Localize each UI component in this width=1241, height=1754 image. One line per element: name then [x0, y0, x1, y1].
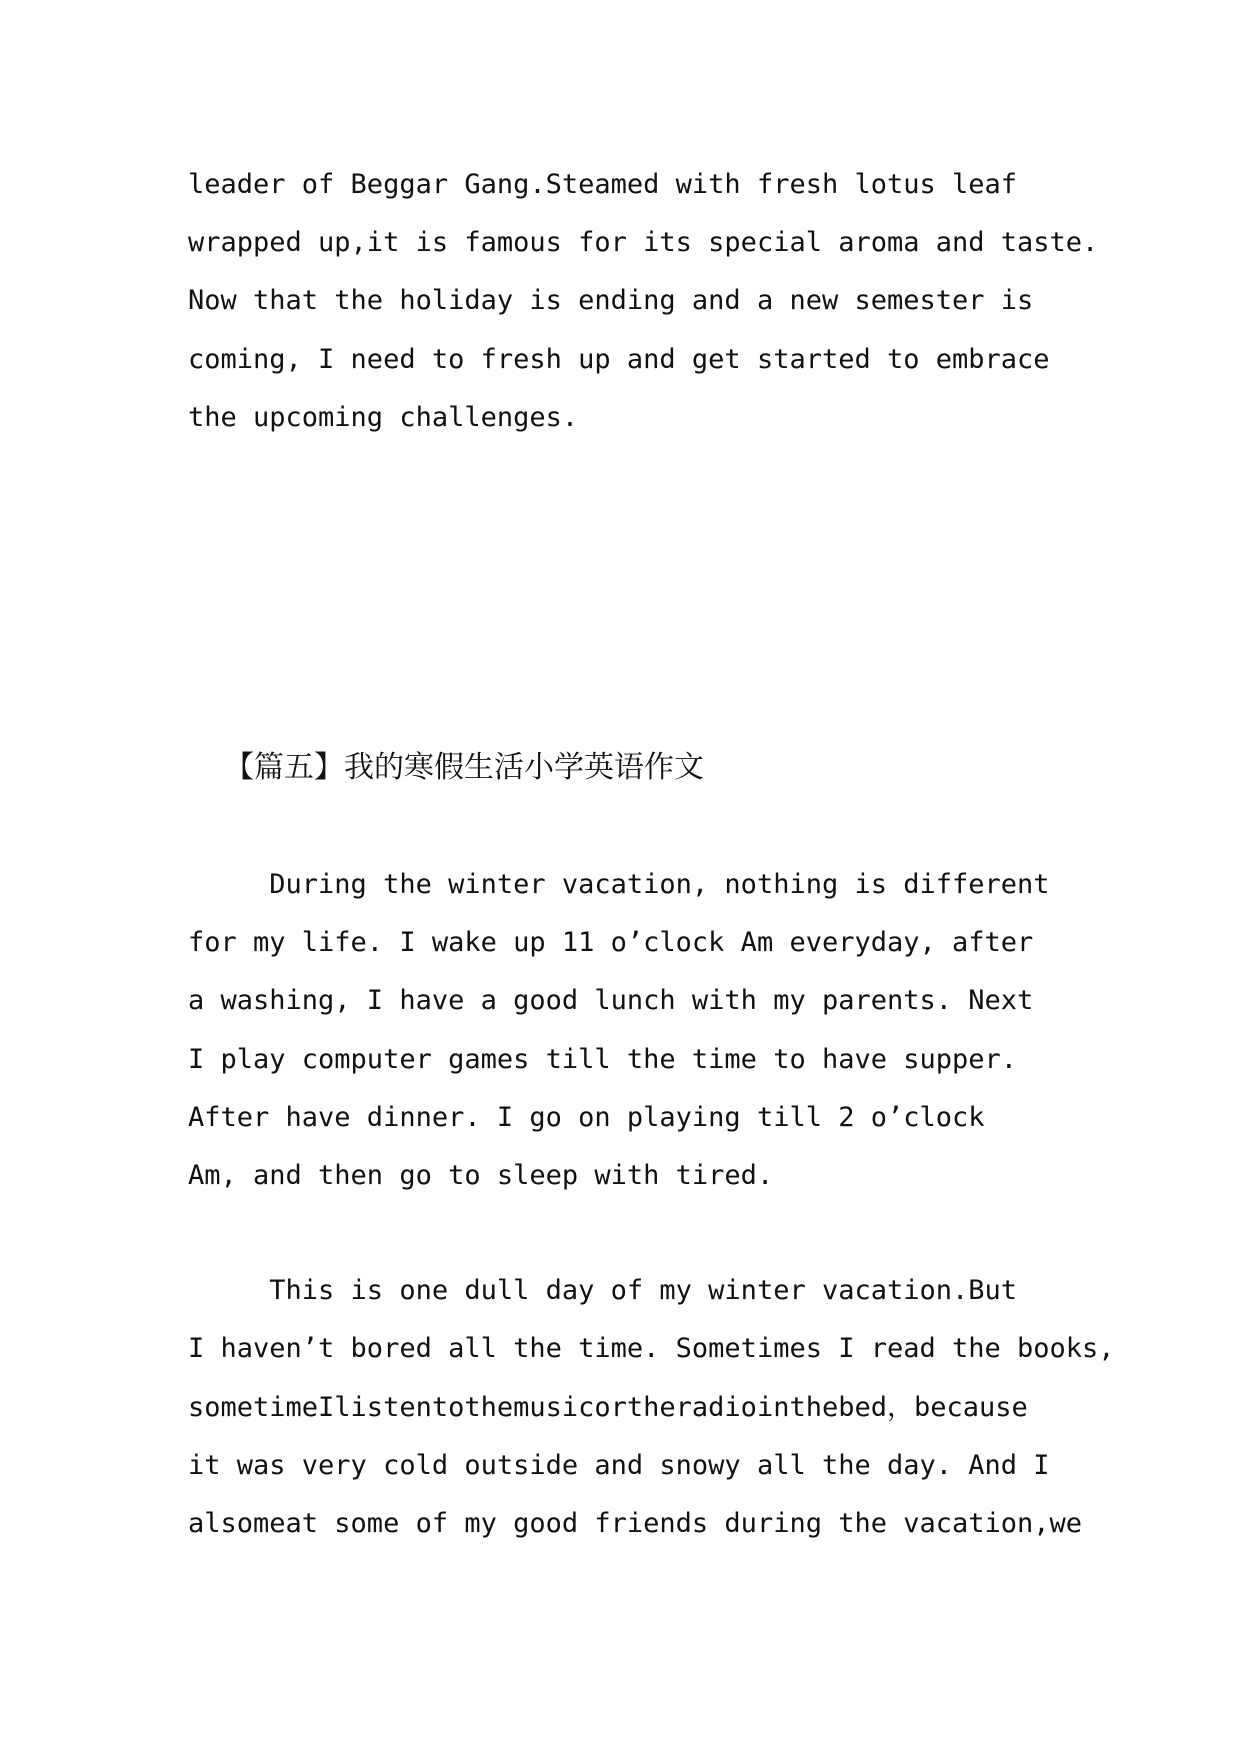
text-line: wrapped up,it is famous for its special aroma and taste.	[188, 227, 1099, 258]
text-line: for my life. I wake up 11 o’clock Am everyday, after	[188, 927, 1034, 958]
text-line: This is one dull day of my winter vacation.But	[188, 1275, 1018, 1306]
text-line: I haven’t bored all the time. Sometimes I read the books,	[188, 1333, 1115, 1364]
text-line: alsomeat some of my good friends during the vacation,we	[188, 1508, 1083, 1539]
text-line: I play computer games till the time to have supper.	[188, 1044, 1018, 1075]
text-line: sometimeIlistentothemusicortheradiointhebed，because	[188, 1392, 1028, 1423]
text-line: Am, and then go to sleep with tired.	[188, 1160, 774, 1191]
text-line: a washing, I have a good lunch with my parents. Next	[188, 985, 1034, 1016]
text-line: the upcoming challenges.	[188, 402, 579, 433]
text-line: During the winter vacation, nothing is different	[188, 869, 1050, 900]
text-line: leader of Beggar Gang.Steamed with fresh lotus leaf	[188, 169, 1018, 200]
text-line: it was very cold outside and snowy all the day. And I	[188, 1450, 1050, 1481]
text-line: coming, I need to fresh up and get started to embrace	[188, 344, 1050, 375]
section-heading: 【篇五】我的寒假生活小学英语作文	[224, 750, 704, 785]
text-line: After have dinner. I go on playing till 2 o’clock	[188, 1102, 985, 1133]
text-line: Now that the holiday is ending and a new semester is	[188, 285, 1034, 316]
